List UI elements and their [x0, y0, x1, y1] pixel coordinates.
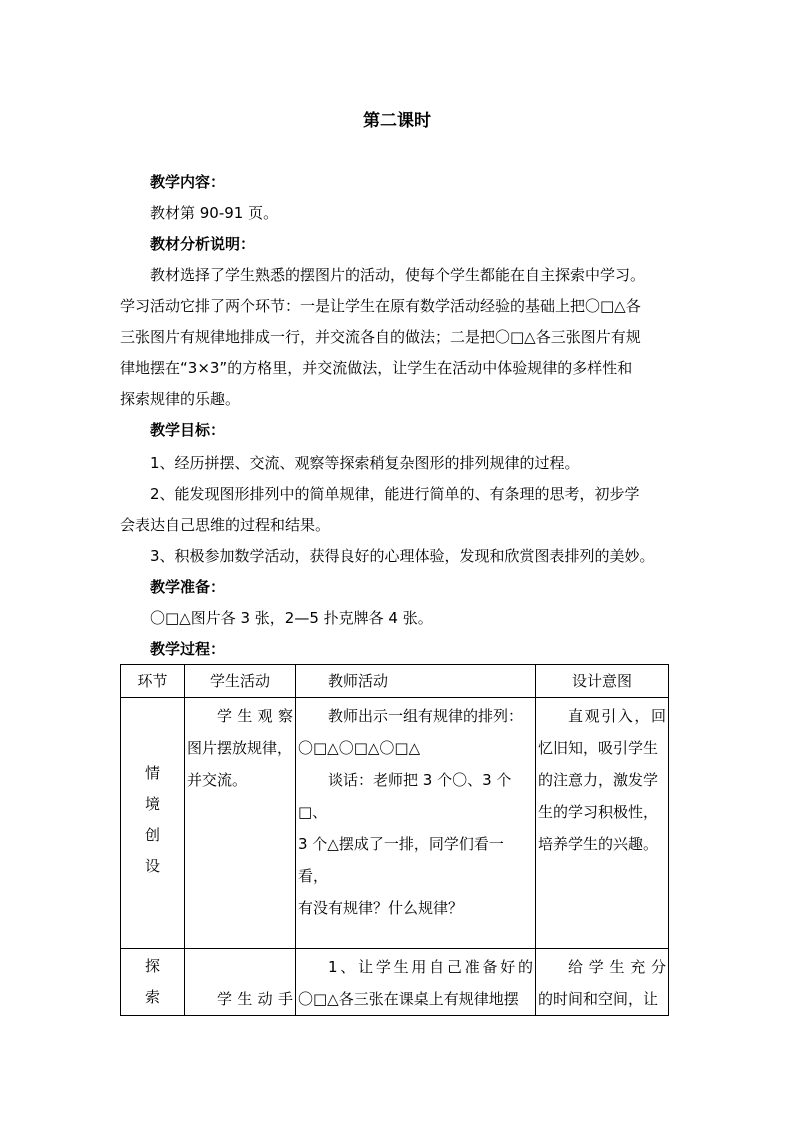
- table-row: [121, 698, 669, 949]
- goal-line: 会表达自己思维的过程和结果。: [120, 516, 331, 534]
- analysis-line: 学习活动它排了两个环节：一是让学生在原有数学活动经验的基础上把〇□△各: [120, 297, 641, 315]
- student-cell: [185, 949, 296, 1016]
- prep-text: 〇□△图片各 3 张，2—5 扑克牌各 4 张。: [150, 609, 433, 627]
- analysis-heading: 教材分析说明：: [150, 235, 256, 253]
- goals-heading: 教学目标：: [150, 421, 226, 439]
- content-text: 教材第 90-91 页。: [150, 204, 279, 222]
- cell-line: 学生动手: [217, 990, 293, 1008]
- cell-line: 教师出示一组有规律的排列：: [328, 707, 524, 725]
- analysis-line: 律地摆在“3×3”的方格里，并交流做法，让学生在活动中体验规律的多样性和: [120, 359, 633, 377]
- cell-line: 1、让学生用自己准备好的: [328, 958, 533, 976]
- cell-line: 给学生充分: [568, 958, 666, 976]
- analysis-line: 教材选择了学生熟悉的摆图片的活动，使每个学生都能在自主探索中学习。: [150, 266, 646, 284]
- stage-cell: [121, 698, 185, 949]
- cell-line: 的时间和空间，让: [538, 990, 659, 1008]
- header-intent: 设计意图: [536, 665, 669, 698]
- intent-cell: [536, 698, 669, 949]
- stage-char: 情: [144, 764, 160, 782]
- stage-char: 设: [144, 857, 160, 875]
- cell-line: 生的学习积极性，: [538, 803, 659, 821]
- cell-line: 忆旧知，吸引学生: [538, 739, 659, 757]
- stage-char: 索: [144, 988, 160, 1006]
- stage-cell: [121, 949, 185, 1016]
- analysis-line: 探索规律的乐趣。: [120, 390, 241, 408]
- goal-line: 1、经历拼摆、交流、观察等探索稍复杂图形的排列规律的过程。: [150, 454, 580, 472]
- analysis-line: 三张图片有规律地排成一行，并交流各自的做法；二是把〇□△各三张图片有规: [120, 328, 641, 346]
- header-student: 学生活动: [185, 665, 296, 698]
- cell-line: 3 个△摆成了一排，同学们看一看，: [298, 835, 504, 885]
- stage-char: 创: [144, 826, 160, 844]
- goal-line: 3、积极参加数学活动，获得良好的心理体验，发现和欣赏图表排列的美妙。: [150, 547, 655, 565]
- cell-line: 培养学生的兴趣。: [538, 835, 659, 853]
- teacher-cell: [296, 698, 536, 949]
- page-title: 第二课时: [363, 111, 431, 131]
- table-row: [121, 949, 669, 1016]
- cell-line: 直观引入，回: [568, 707, 666, 725]
- cell-line: 〇□△〇□△〇□△: [298, 739, 421, 757]
- table-header-row: [121, 665, 669, 698]
- process-table: [120, 664, 669, 1016]
- content-heading: 教学内容：: [150, 173, 226, 191]
- student-cell: [185, 698, 296, 949]
- header-stage: 环节: [121, 665, 185, 698]
- stage-char: 探: [144, 957, 160, 975]
- cell-line: 谈话：老师把 3 个〇、3 个□、: [298, 771, 512, 821]
- cell-line: 并交流。: [187, 771, 248, 789]
- process-heading: 教学过程：: [150, 640, 226, 658]
- cell-line: 的注意力，激发学: [538, 771, 659, 789]
- cell-line: 有没有规律？什么规律？: [298, 899, 464, 917]
- cell-line: 图片摆放规律，: [187, 739, 293, 757]
- cell-line: 学生观察: [217, 707, 293, 725]
- teacher-cell: [296, 949, 536, 1016]
- cell-line: 〇□△各三张在课桌上有规律地摆: [298, 990, 519, 1008]
- intent-cell: [536, 949, 669, 1016]
- goal-line: 2、能发现图形排列中的简单规律，能进行简单的、有条理的思考，初步学: [150, 485, 640, 503]
- stage-char: 境: [144, 795, 160, 813]
- header-teacher: 教师活动: [296, 665, 536, 698]
- prep-heading: 教学准备：: [150, 578, 226, 596]
